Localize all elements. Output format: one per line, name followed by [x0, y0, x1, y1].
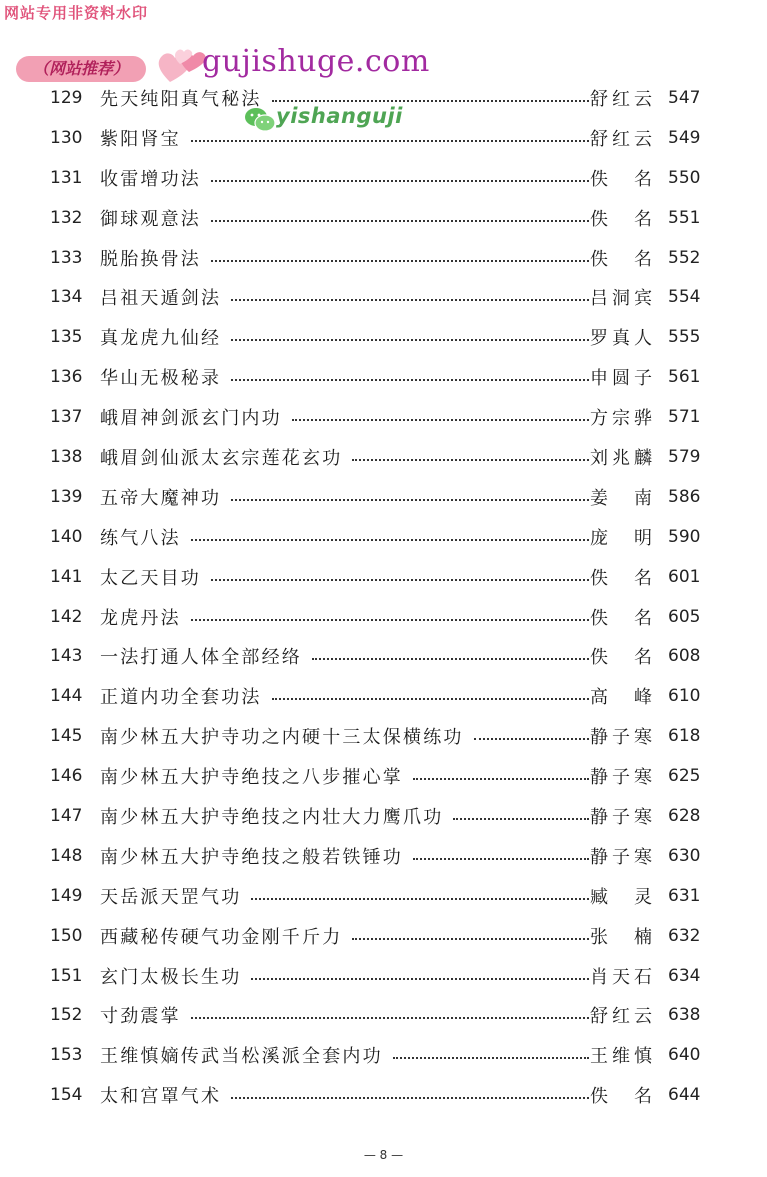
entry-title-line: [100, 923, 589, 949]
entry-author: 静子寒: [590, 846, 652, 868]
entry-number: 131: [50, 167, 83, 188]
dot-leader: [211, 579, 589, 581]
dot-leader: [191, 1017, 589, 1019]
toc-entry: [0, 916, 767, 956]
entry-title: 收雷增功法: [100, 168, 201, 190]
entry-number: 141: [50, 566, 83, 587]
dot-leader: [272, 698, 589, 700]
dot-leader: [231, 379, 589, 381]
table-of-contents: [0, 78, 767, 1115]
toc-entry: [0, 198, 767, 238]
entry-author: 庞明: [590, 527, 652, 549]
dot-leader: [292, 419, 589, 421]
entry-number: 136: [50, 367, 83, 388]
dot-leader: [312, 658, 589, 660]
dot-leader: [211, 220, 589, 222]
entry-number: 152: [50, 1005, 83, 1026]
entry-title-line: [100, 604, 589, 630]
entry-page: 547: [668, 87, 701, 108]
entry-title-line: [100, 1042, 589, 1068]
entry-title-line: [100, 1002, 589, 1028]
entry-author: 静子寒: [590, 767, 652, 789]
entry-author: 舒红云: [590, 1006, 652, 1028]
entry-title: 太和宫罩气术: [100, 1086, 222, 1108]
entry-title: 先天纯阳真气秘法: [100, 88, 262, 110]
dot-leader: [211, 180, 589, 182]
toc-entry: [0, 676, 767, 716]
entry-title: 南少林五大护寺绝技之八步摧心掌: [100, 767, 403, 789]
entry-author: 臧灵: [590, 886, 652, 908]
entry-title: 王维慎嫡传武当松溪派全套内功: [100, 1046, 383, 1068]
toc-entry: [0, 636, 767, 676]
entry-title: 吕祖天遁剑法: [100, 288, 222, 310]
entry-page: 625: [668, 766, 701, 787]
entry-page: 610: [668, 686, 701, 707]
dot-leader: [231, 1097, 589, 1099]
entry-author: 吕洞宾: [590, 288, 652, 310]
entry-page: 550: [668, 167, 701, 188]
entry-page: 601: [668, 566, 701, 587]
entry-page: 644: [668, 1085, 701, 1106]
entry-title: 玄门太极长生功: [100, 966, 242, 988]
entry-author: 罗真人: [590, 328, 652, 350]
dot-leader: [251, 898, 589, 900]
entry-author: 肖天石: [590, 966, 652, 988]
entry-author: 姜南: [590, 487, 652, 509]
entry-title: 龙虎丹法: [100, 607, 181, 629]
entry-number: 139: [50, 486, 83, 507]
watermark-site-name: gujishuge.com: [202, 44, 430, 79]
toc-entry: [0, 796, 767, 836]
entry-title: 练气八法: [100, 527, 181, 549]
entry-page: 590: [668, 526, 701, 547]
toc-entry: [0, 158, 767, 198]
toc-entry: [0, 477, 767, 517]
entry-title-line: [100, 843, 589, 869]
dot-leader: [352, 938, 589, 940]
entry-number: 147: [50, 805, 83, 826]
entry-author: 佚名: [590, 607, 652, 629]
watermark-sub-name: yishanguji: [276, 104, 403, 128]
entry-author: 舒红云: [590, 88, 652, 110]
dot-leader: [251, 978, 589, 980]
toc-entry: [0, 716, 767, 756]
entry-author: 佚名: [590, 248, 652, 270]
entry-number: 149: [50, 885, 83, 906]
entry-title: 南少林五大护寺功之内硬十三太保横练功: [100, 727, 464, 749]
entry-title: 一法打通人体全部经络: [100, 647, 302, 669]
entry-title-line: [100, 324, 589, 350]
entry-title-line: [100, 883, 589, 909]
entry-author: 申圆子: [590, 368, 652, 390]
entry-number: 133: [50, 247, 83, 268]
toc-entry: [0, 756, 767, 796]
entry-number: 129: [50, 87, 83, 108]
entry-title-line: [100, 245, 589, 271]
watermark-badge: （网站推荐）: [16, 56, 146, 82]
entry-page: 618: [668, 726, 701, 747]
entry-page: 551: [668, 207, 701, 228]
entry-number: 135: [50, 327, 83, 348]
entry-author: 刘兆麟: [590, 447, 652, 469]
toc-entry: [0, 995, 767, 1035]
entry-page: 561: [668, 367, 701, 388]
entry-number: 154: [50, 1085, 83, 1106]
entry-author: 佚名: [590, 647, 652, 669]
entry-title: 峨眉剑仙派太玄宗莲花玄功: [100, 447, 343, 469]
entry-number: 153: [50, 1045, 83, 1066]
entry-page: 552: [668, 247, 701, 268]
entry-title-line: [100, 404, 589, 430]
entry-author: 佚名: [590, 567, 652, 589]
dot-leader: [191, 140, 589, 142]
dot-leader: [231, 339, 589, 341]
toc-entry: [0, 118, 767, 158]
entry-number: 145: [50, 726, 83, 747]
entry-author: 静子寒: [590, 727, 652, 749]
entry-author: 静子寒: [590, 806, 652, 828]
entry-title-line: [100, 205, 589, 231]
entry-title-line: [100, 484, 589, 510]
dot-leader: [474, 738, 589, 740]
entry-title: 南少林五大护寺绝技之般若铁锤功: [100, 846, 403, 868]
toc-entry: [0, 238, 767, 278]
entry-title-line: [100, 284, 589, 310]
toc-entry: [0, 836, 767, 876]
entry-title-line: [100, 723, 589, 749]
entry-title-line: [100, 85, 589, 111]
entry-page: 631: [668, 885, 701, 906]
entry-page: 586: [668, 486, 701, 507]
toc-entry: [0, 956, 767, 996]
entry-title-line: [100, 564, 589, 590]
toc-entry: [0, 876, 767, 916]
entry-author: 佚名: [590, 1086, 652, 1108]
entry-number: 148: [50, 845, 83, 866]
toc-entry: [0, 317, 767, 357]
entry-page: 554: [668, 287, 701, 308]
entry-number: 138: [50, 446, 83, 467]
dot-leader: [191, 619, 589, 621]
entry-page: 632: [668, 925, 701, 946]
entry-title-line: [100, 1082, 589, 1108]
entry-title: 西藏秘传硬气功金刚千斤力: [100, 926, 343, 948]
entry-title: 寸劲震掌: [100, 1006, 181, 1028]
entry-number: 140: [50, 526, 83, 547]
page-number-footer: — 8 —: [363, 1148, 404, 1162]
entry-title: 五帝大魔神功: [100, 487, 222, 509]
entry-title: 正道内功全套功法: [100, 687, 262, 709]
entry-title: 紫阳肾宝: [100, 128, 181, 150]
dot-leader: [352, 459, 589, 461]
entry-title-line: [100, 524, 589, 550]
entry-title-line: [100, 963, 589, 989]
dot-leader: [413, 778, 589, 780]
dot-leader: [191, 539, 589, 541]
entry-page: 608: [668, 646, 701, 667]
entry-page: 640: [668, 1045, 701, 1066]
toc-entry: [0, 1035, 767, 1075]
entry-title: 南少林五大护寺绝技之内壮大力鹰爪功: [100, 806, 444, 828]
entry-page: 628: [668, 805, 701, 826]
toc-entry: [0, 1075, 767, 1115]
toc-entry: [0, 437, 767, 477]
entry-page: 605: [668, 606, 701, 627]
toc-entry: [0, 557, 767, 597]
entry-number: 143: [50, 646, 83, 667]
dot-leader: [211, 260, 589, 262]
entry-page: 549: [668, 127, 701, 148]
entry-title: 真龙虎九仙经: [100, 328, 222, 350]
toc-entry: [0, 277, 767, 317]
entry-title-line: [100, 125, 589, 151]
entry-title: 御球观意法: [100, 208, 201, 230]
entry-author: 佚名: [590, 208, 652, 230]
entry-title-line: [100, 683, 589, 709]
entry-title-line: [100, 165, 589, 191]
entry-number: 134: [50, 287, 83, 308]
toc-entry: [0, 517, 767, 557]
entry-page: 571: [668, 407, 701, 428]
entry-author: 张楠: [590, 926, 652, 948]
entry-title: 天岳派天罡气功: [100, 886, 242, 908]
entry-number: 146: [50, 766, 83, 787]
watermark-top-text: 网站专用非资料水印: [4, 4, 149, 22]
toc-entry: [0, 597, 767, 637]
toc-entry: [0, 357, 767, 397]
entry-page: 638: [668, 1005, 701, 1026]
entry-page: 555: [668, 327, 701, 348]
dot-leader: [393, 1057, 589, 1059]
entry-page: 579: [668, 446, 701, 467]
dot-leader: [231, 299, 589, 301]
entry-title: 华山无极秘录: [100, 368, 222, 390]
entry-title-line: [100, 803, 589, 829]
entry-title: 太乙天目功: [100, 567, 201, 589]
entry-author: 佚名: [590, 168, 652, 190]
dot-leader: [231, 499, 589, 501]
entry-title: 峨眉神剑派玄门内功: [100, 408, 282, 430]
entry-number: 130: [50, 127, 83, 148]
entry-title-line: [100, 643, 589, 669]
entry-title: 脱胎换骨法: [100, 248, 201, 270]
entry-number: 142: [50, 606, 83, 627]
toc-entry: [0, 397, 767, 437]
dot-leader: [413, 858, 589, 860]
entry-number: 144: [50, 686, 83, 707]
entry-page: 630: [668, 845, 701, 866]
entry-author: 舒红云: [590, 128, 652, 150]
entry-author: 方宗骅: [590, 408, 652, 430]
entry-number: 132: [50, 207, 83, 228]
entry-author: 高峰: [590, 687, 652, 709]
entry-number: 150: [50, 925, 83, 946]
entry-title-line: [100, 444, 589, 470]
entry-page: 634: [668, 965, 701, 986]
dot-leader: [272, 100, 589, 102]
dot-leader: [453, 818, 589, 820]
entry-number: 151: [50, 965, 83, 986]
entry-title-line: [100, 364, 589, 390]
entry-number: 137: [50, 407, 83, 428]
toc-entry: [0, 78, 767, 118]
entry-author: 王维慎: [590, 1046, 652, 1068]
entry-title-line: [100, 763, 589, 789]
